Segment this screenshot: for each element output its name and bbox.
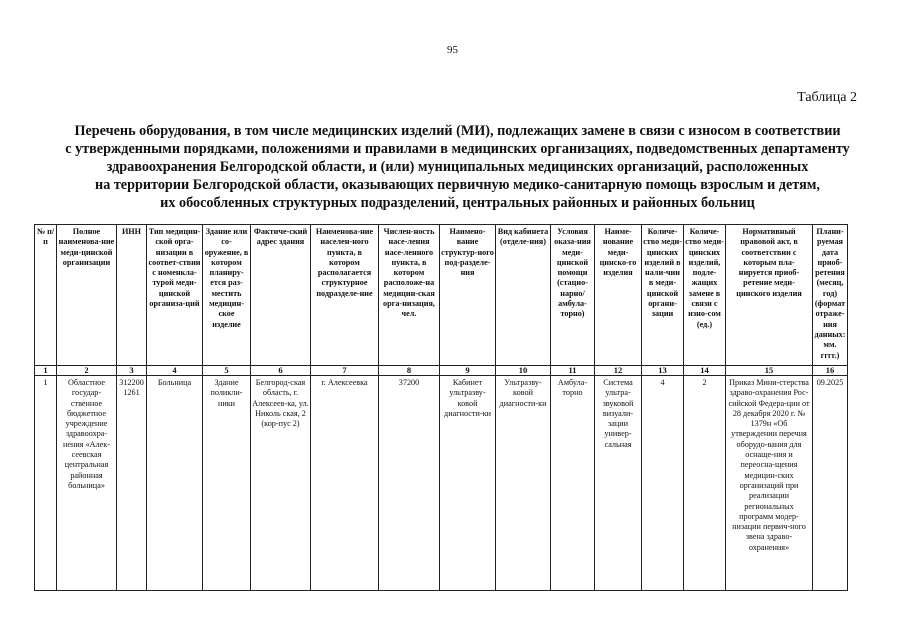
column-number: 14 (684, 366, 726, 376)
column-header-population: Числен-ность насе-ления насе-ленного пункта, в котором расположе-на медицин-ская орга-низация, чел. (379, 225, 440, 366)
column-number: 9 (440, 366, 496, 376)
cell-legal-act: Приказ Мини-стерства здраво-охранения Рос-сийской Федера-ции от 28 декабря 2020 г. № 1379н «Об утверждении перечня оборудо-вания для оснаще-ния и переосна-щения медицин-ских организаций при реализации региональных программ модер-низации первич-ного звена здраво-охранения» (726, 376, 813, 591)
title-line: здравоохранения Белгородской области, и (или) муниципальных медицинских организаций, расположенных (106, 159, 809, 175)
cell-cabinet-type: Ультразву-ковой диагности-ки (496, 376, 551, 591)
cell-inn: 312200 1261 (117, 376, 147, 591)
cell-building: Здание поликли-ники (203, 376, 251, 591)
cell-org-type: Больница (147, 376, 203, 591)
cell-subdivision: Кабинет ультразву-ковой диагности-ки (440, 376, 496, 591)
column-header-devices-available: Количе-ство меди-цинских изделий в нали-чии в меди-цинской органи-зации (642, 225, 684, 366)
cell-number: 1 (35, 376, 57, 591)
column-header-device-name: Наиме-нование меди-цинско-го изделия (595, 225, 642, 366)
column-header-address: Фактиче-ский адрес здания (251, 225, 311, 366)
column-number: 2 (57, 366, 117, 376)
column-number: 8 (379, 366, 440, 376)
column-header-subdivision: Наимено-вание структур-ного под-разделе-ния (440, 225, 496, 366)
column-header-care-conditions: Условия оказа-ния меди-цинской помощи (стацио-нарно/ амбула-торно) (551, 225, 595, 366)
cell-care-conditions: Амбула-торно (551, 376, 595, 591)
column-header-org-type: Тип медицин-ской орга-низации в соответ-ствии с номенкла-турой меди-цинской организа-ций (147, 225, 203, 366)
column-number: 5 (203, 366, 251, 376)
document-title (20, 122, 895, 212)
column-header-building: Здание или со-оружение, в котором планиру-ется раз-местить медицин-ское изделие (203, 225, 251, 366)
column-header-legal-act: Нормативный правовой акт, в соответствии с которым пла-нируется приоб-ретение меди-цинского изделия (726, 225, 813, 366)
title-line: их обособленных структурных подразделений, центральных районных и районных больниц (160, 195, 755, 211)
cell-address: Белгород-ская область, г. Алексеев-ка, ул. Николь ская, 2 (кор-пус 2) (251, 376, 311, 591)
column-number: 1 (35, 366, 57, 376)
column-number: 10 (496, 366, 551, 376)
table-row (35, 376, 848, 591)
column-header-number: № п/п (35, 225, 57, 366)
column-number-row (35, 366, 848, 376)
cell-device-name: Система ультра-звуковой визуали-зации универ-сальная (595, 376, 642, 591)
equipment-table (34, 224, 848, 591)
column-header-devices-to-replace: Количе-ство меди-цинских изделий, подле-жащих замене в связи с изно-сом (ед.) (684, 225, 726, 366)
cell-org-name: Областное государ-ственное бюджетное учреждение здравоохра-нения «Алек-сеевская центральная районная больница» (57, 376, 117, 591)
cell-population: 37200 (379, 376, 440, 591)
column-number: 12 (595, 366, 642, 376)
page-number: 95 (447, 44, 458, 56)
title-line: на территории Белгородской области, оказывающих первичную медико-санитарную помощь взрослым и детям, (95, 177, 820, 193)
column-number: 3 (117, 366, 147, 376)
title-line: Перечень оборудования, в том числе медицинских изделий (МИ), подлежащих замене в связи с износом в соответствии (74, 123, 841, 139)
column-number: 7 (311, 366, 379, 376)
column-header-planned-date: Плани-руемая дата приоб-ретения (месяц, год) (формат отраже-ния данных: мм. гггг.) (813, 225, 848, 366)
column-header-settlement: Наименова-ние населен-ного пункта, в котором располагается структурное подразделе-ние (311, 225, 379, 366)
column-number: 4 (147, 366, 203, 376)
table-label: Таблица 2 (797, 90, 857, 105)
column-header-inn: ИНН (117, 225, 147, 366)
title-line: с утвержденными порядками, положениями и правилами в медицинских организациях, подведомственных департаменту (65, 141, 850, 157)
column-header-org-name: Полное наименова-ние меди-цинской организации (57, 225, 117, 366)
column-number: 16 (813, 366, 848, 376)
header-row (35, 225, 848, 366)
column-header-cabinet-type: Вид кабинета (отделе-ния) (496, 225, 551, 366)
column-number: 13 (642, 366, 684, 376)
column-number: 11 (551, 366, 595, 376)
cell-devices-available: 4 (642, 376, 684, 591)
column-number: 6 (251, 366, 311, 376)
column-number: 15 (726, 366, 813, 376)
cell-devices-to-replace: 2 (684, 376, 726, 591)
cell-settlement: г. Алексеевка (311, 376, 379, 591)
cell-planned-date: 09.2025 (813, 376, 848, 591)
